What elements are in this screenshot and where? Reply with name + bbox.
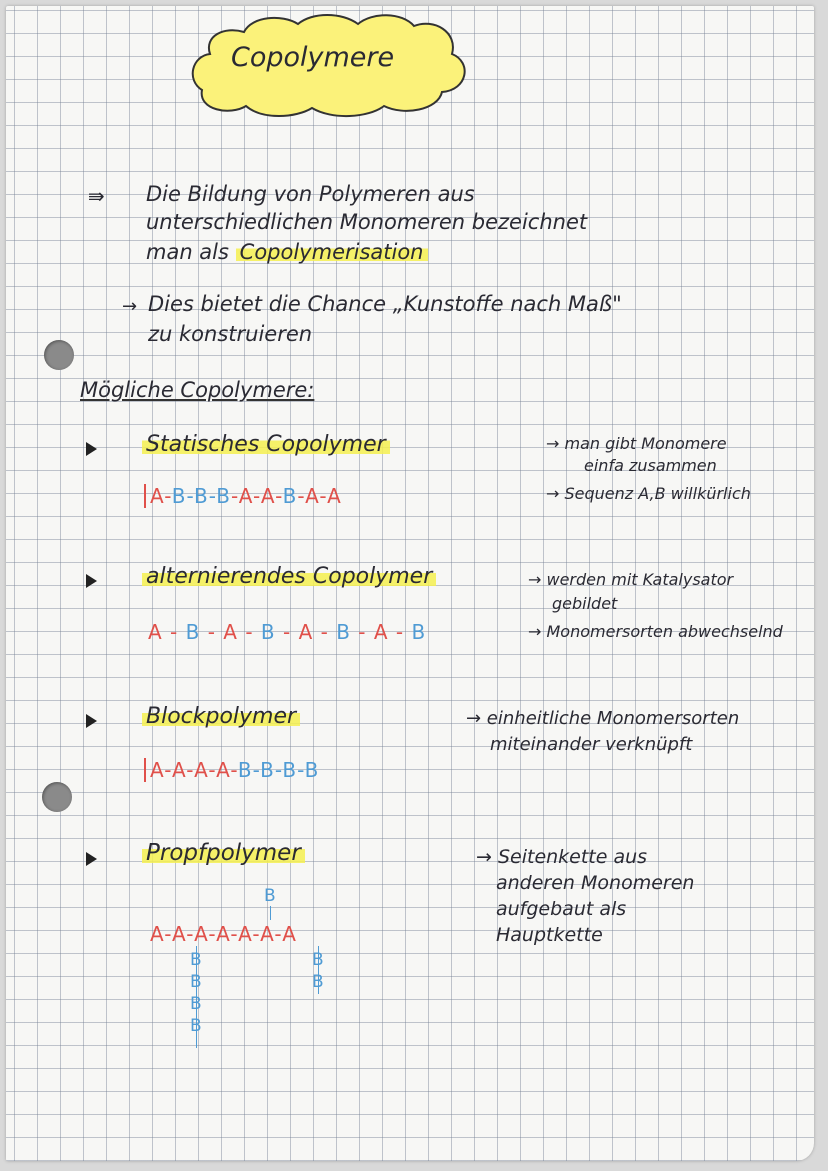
type-name-propf: Propfpolymer bbox=[142, 840, 305, 866]
note-statisches-1: → man gibt Monomere bbox=[546, 434, 727, 453]
monomer-a: A bbox=[194, 922, 209, 946]
copolymerisation-term: Copolymerisation bbox=[236, 240, 428, 264]
monomer-b: B bbox=[194, 484, 209, 508]
monomer-b: B bbox=[260, 620, 276, 644]
punch-hole-top bbox=[44, 340, 74, 370]
monomer-b: B bbox=[185, 620, 201, 644]
page-title: Copolymere bbox=[231, 42, 395, 73]
note-alternierendes-2: gebildet bbox=[552, 594, 618, 613]
type-name-block: Blockpolymer bbox=[142, 704, 300, 729]
monomer-a: A bbox=[238, 922, 253, 946]
chain-block: A-A-A-A-B-B-B-B bbox=[144, 758, 319, 782]
note-propf-1: → Seitenkette aus bbox=[476, 846, 648, 868]
note-propf-3: aufgebaut als bbox=[496, 898, 627, 920]
chain-alternierendes: A - B - A - B - A - B - A - B bbox=[148, 620, 427, 644]
monomer-a: A bbox=[216, 758, 231, 782]
monomer-b: B bbox=[216, 484, 231, 508]
branch-right-monomer: B bbox=[312, 950, 324, 970]
bullet-triangle-icon bbox=[86, 574, 97, 588]
note-propf-4: Hauptkette bbox=[496, 924, 603, 946]
monomer-a: A bbox=[150, 484, 165, 508]
monomer-a: A bbox=[172, 922, 187, 946]
branch-left-monomer: B bbox=[190, 994, 202, 1014]
monomer-b: B bbox=[304, 758, 320, 782]
intro-line-1: Die Bildung von Polymeren aus bbox=[146, 182, 475, 206]
monomer-a: A bbox=[282, 922, 297, 946]
monomer-a: A bbox=[172, 758, 187, 782]
monomer-b: B bbox=[282, 758, 298, 782]
intro-line-3 bbox=[146, 240, 428, 264]
type-name-statisches: Statisches Copolymer bbox=[142, 432, 390, 457]
chain-statisches: A-B-B-B-A-A-B-A-A bbox=[144, 484, 342, 508]
double-arrow-icon: ⇛ bbox=[88, 184, 105, 208]
type-name-alternierendes: alternierendes Copolymer bbox=[142, 564, 436, 589]
notebook-page bbox=[6, 6, 814, 1161]
monomer-a: A bbox=[216, 922, 231, 946]
intro-sub-line-1: Dies bietet die Chance „Kunstoffe nach Maß" bbox=[148, 292, 622, 316]
bullet-triangle-icon bbox=[86, 442, 97, 456]
monomer-a: A bbox=[150, 758, 165, 782]
monomer-a: A bbox=[327, 484, 342, 508]
monomer-a: A bbox=[150, 922, 165, 946]
note-alternierendes-1: → werden mit Katalysator bbox=[528, 570, 734, 589]
note-propf-2: anderen Monomeren bbox=[496, 872, 695, 894]
branch-left-monomer: B bbox=[190, 972, 202, 992]
note-block-1: → einheitliche Monomersorten bbox=[466, 708, 740, 729]
branch-right-monomer: B bbox=[312, 972, 324, 992]
branch-left-monomer: B bbox=[190, 950, 202, 970]
monomer-b: B bbox=[336, 620, 351, 644]
monomer-a: A bbox=[223, 620, 238, 644]
chain-propf: A-A-A-A-A-A-A bbox=[150, 922, 297, 946]
branch-top-monomer: B bbox=[264, 886, 276, 906]
monomer-b: B bbox=[237, 758, 253, 782]
note-statisches-2: einfa zusammen bbox=[584, 456, 717, 475]
intro-sub-line-2: zu konstruieren bbox=[148, 322, 313, 346]
monomer-a: A bbox=[194, 758, 209, 782]
note-alternierendes-3: → Monomersorten abwechselnd bbox=[528, 622, 783, 641]
monomer-a: A bbox=[298, 620, 314, 644]
monomer-a: A bbox=[373, 620, 389, 644]
branch-bond bbox=[270, 906, 271, 920]
monomer-b: B bbox=[260, 758, 275, 782]
section-heading: Mögliche Copolymere: bbox=[80, 378, 315, 402]
monomer-a: A bbox=[238, 484, 254, 508]
arrow-icon: → bbox=[122, 296, 138, 317]
monomer-a: A bbox=[260, 922, 275, 946]
monomer-a: A bbox=[260, 484, 276, 508]
note-block-2: miteinander verknüpft bbox=[490, 734, 693, 755]
monomer-a: A bbox=[148, 620, 163, 644]
bullet-triangle-icon bbox=[86, 714, 97, 728]
branch-left-monomer: B bbox=[190, 1016, 202, 1036]
intro-line-2: unterschiedlichen Monomeren bezeichnet bbox=[146, 210, 588, 234]
note-statisches-3: → Sequenz A,B willkürlich bbox=[546, 484, 751, 503]
monomer-b: B bbox=[411, 620, 427, 644]
intro-line-3-prefix: man als bbox=[146, 240, 229, 264]
monomer-b: B bbox=[282, 484, 298, 508]
monomer-a: A bbox=[305, 484, 320, 508]
monomer-b: B bbox=[171, 484, 187, 508]
bullet-triangle-icon bbox=[86, 852, 97, 866]
punch-hole-bottom bbox=[42, 782, 72, 812]
